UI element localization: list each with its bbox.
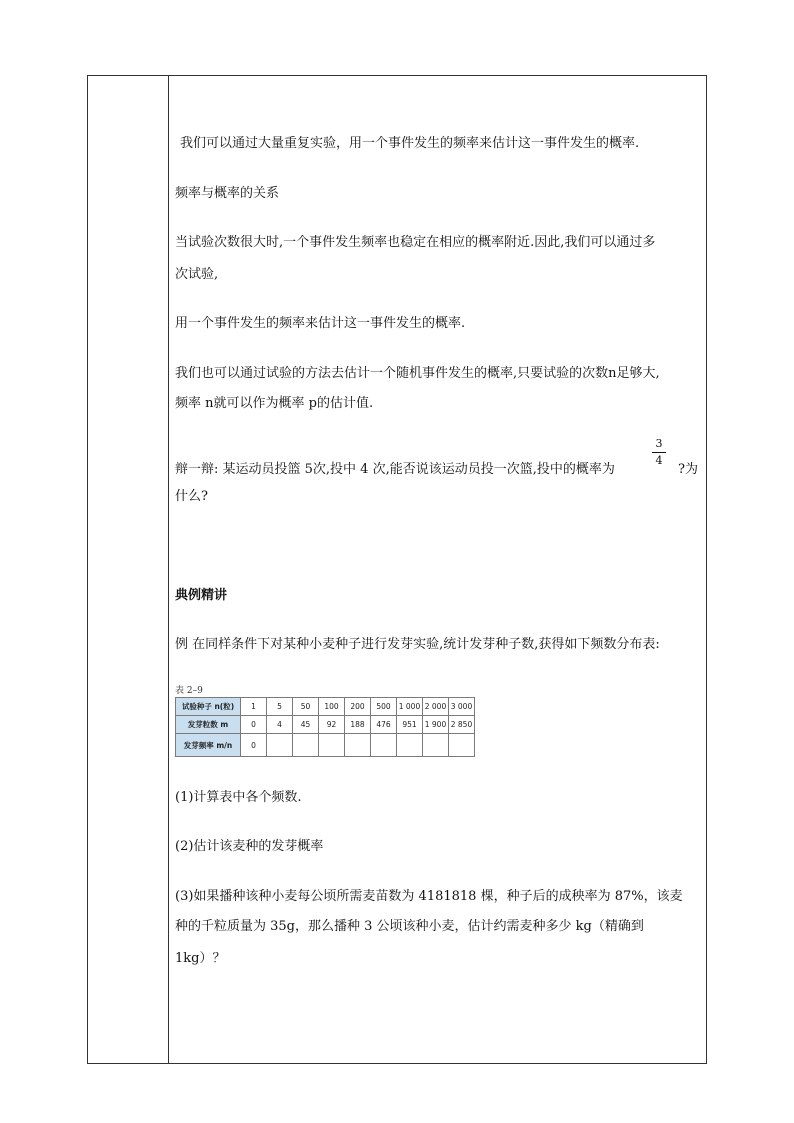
intro-line: 我们可以通过大量重复实验，用一个事件发生的频率来估计这一事件发生的概率. <box>180 136 640 151</box>
table-cell <box>319 734 345 757</box>
paragraph-2-line-1: 当试验次数很大时,一个事件发生频率也稳定在相应的概率附近.因此,我们可以通过多 <box>175 235 656 250</box>
table-row-seeds <box>176 698 475 716</box>
paragraph-4-line-1: 我们也可以通过试验的方法去估计一个随机事件发生的概率,只要试验的次数n足够大, <box>175 366 660 381</box>
fraction-bar <box>652 452 666 453</box>
question-3-line-2: 种的千粒质量为 35g，那么播种 3 公顷该种小麦，估计约需麦种多少 kg（精确到 <box>175 919 644 934</box>
column-divider <box>168 76 169 1063</box>
table-row-frequency <box>176 734 475 757</box>
table-cell: 5 <box>267 698 293 716</box>
table-cell: 1 900 <box>423 716 449 734</box>
question-1: (1)计算表中各个频数. <box>175 790 302 805</box>
table-cell: 0 <box>241 716 267 734</box>
row-label-frequency: 发芽频率 m/n <box>176 734 241 757</box>
question-3-line-1: (3)如果播种该种小麦每公顷所需麦苗数为 4181818 棵，种子后的成秧率为 87%，该麦 <box>175 889 683 904</box>
paragraph-4-line-2: 频率 n就可以作为概率 p的估计值. <box>175 396 374 411</box>
table-cell <box>423 734 449 757</box>
table-cell <box>371 734 397 757</box>
section-heading-relation: 频率与概率的关系 <box>175 186 280 201</box>
table-cell <box>345 734 371 757</box>
table-cell: 50 <box>293 698 319 716</box>
row-label-seeds: 试验种子 n(粒) <box>176 698 241 716</box>
table-cell: 100 <box>319 698 345 716</box>
table-cell: 951 <box>397 716 423 734</box>
table-cell <box>397 734 423 757</box>
paragraph-3: 用一个事件发生的频率来估计这一事件发生的概率. <box>175 316 466 331</box>
fraction-numerator: 3 <box>655 437 663 450</box>
table-cell: 188 <box>345 716 371 734</box>
debate-line-1: 辩一辩: 某运动员投篮 5次,投中 4 次,能否说该运动员投一次篮,投中的概率为 <box>175 462 615 477</box>
table-cell: 1 <box>241 698 267 716</box>
fraction-three-quarters <box>652 437 666 468</box>
paragraph-2-line-2: 次试验, <box>175 267 219 282</box>
table-cell: 476 <box>371 716 397 734</box>
table-cell <box>293 734 319 757</box>
table-cell <box>267 734 293 757</box>
fraction-denominator: 4 <box>655 454 663 467</box>
table-cell: 4 <box>267 716 293 734</box>
table-cell: 3 000 <box>449 698 475 716</box>
table-row-germinated <box>176 716 475 734</box>
section-heading-examples: 典例精讲 <box>175 588 228 603</box>
table-cell: 0 <box>241 734 267 757</box>
debate-line-2: 什么? <box>175 489 208 504</box>
table-cell: 1 000 <box>397 698 423 716</box>
table-cell <box>449 734 475 757</box>
debate-tail: ?为 <box>678 462 698 477</box>
table-cell: 2 000 <box>423 698 449 716</box>
table-cell: 92 <box>319 716 345 734</box>
row-label-germinated: 发芽粒数 m <box>176 716 241 734</box>
question-3-line-3: 1kg）？ <box>175 951 226 966</box>
table-cell: 45 <box>293 716 319 734</box>
table-cell: 200 <box>345 698 371 716</box>
question-2: (2)估计该麦种的发芽概率 <box>175 839 324 854</box>
table-caption: 表 2–9 <box>175 686 203 696</box>
example-statement: 例 在同样条件下对某种小麦种子进行发芽实验,统计发芽种子数,获得如下频数分布表: <box>175 637 660 652</box>
table-cell: 2 850 <box>449 716 475 734</box>
table-cell: 500 <box>371 698 397 716</box>
frequency-table <box>175 697 475 757</box>
